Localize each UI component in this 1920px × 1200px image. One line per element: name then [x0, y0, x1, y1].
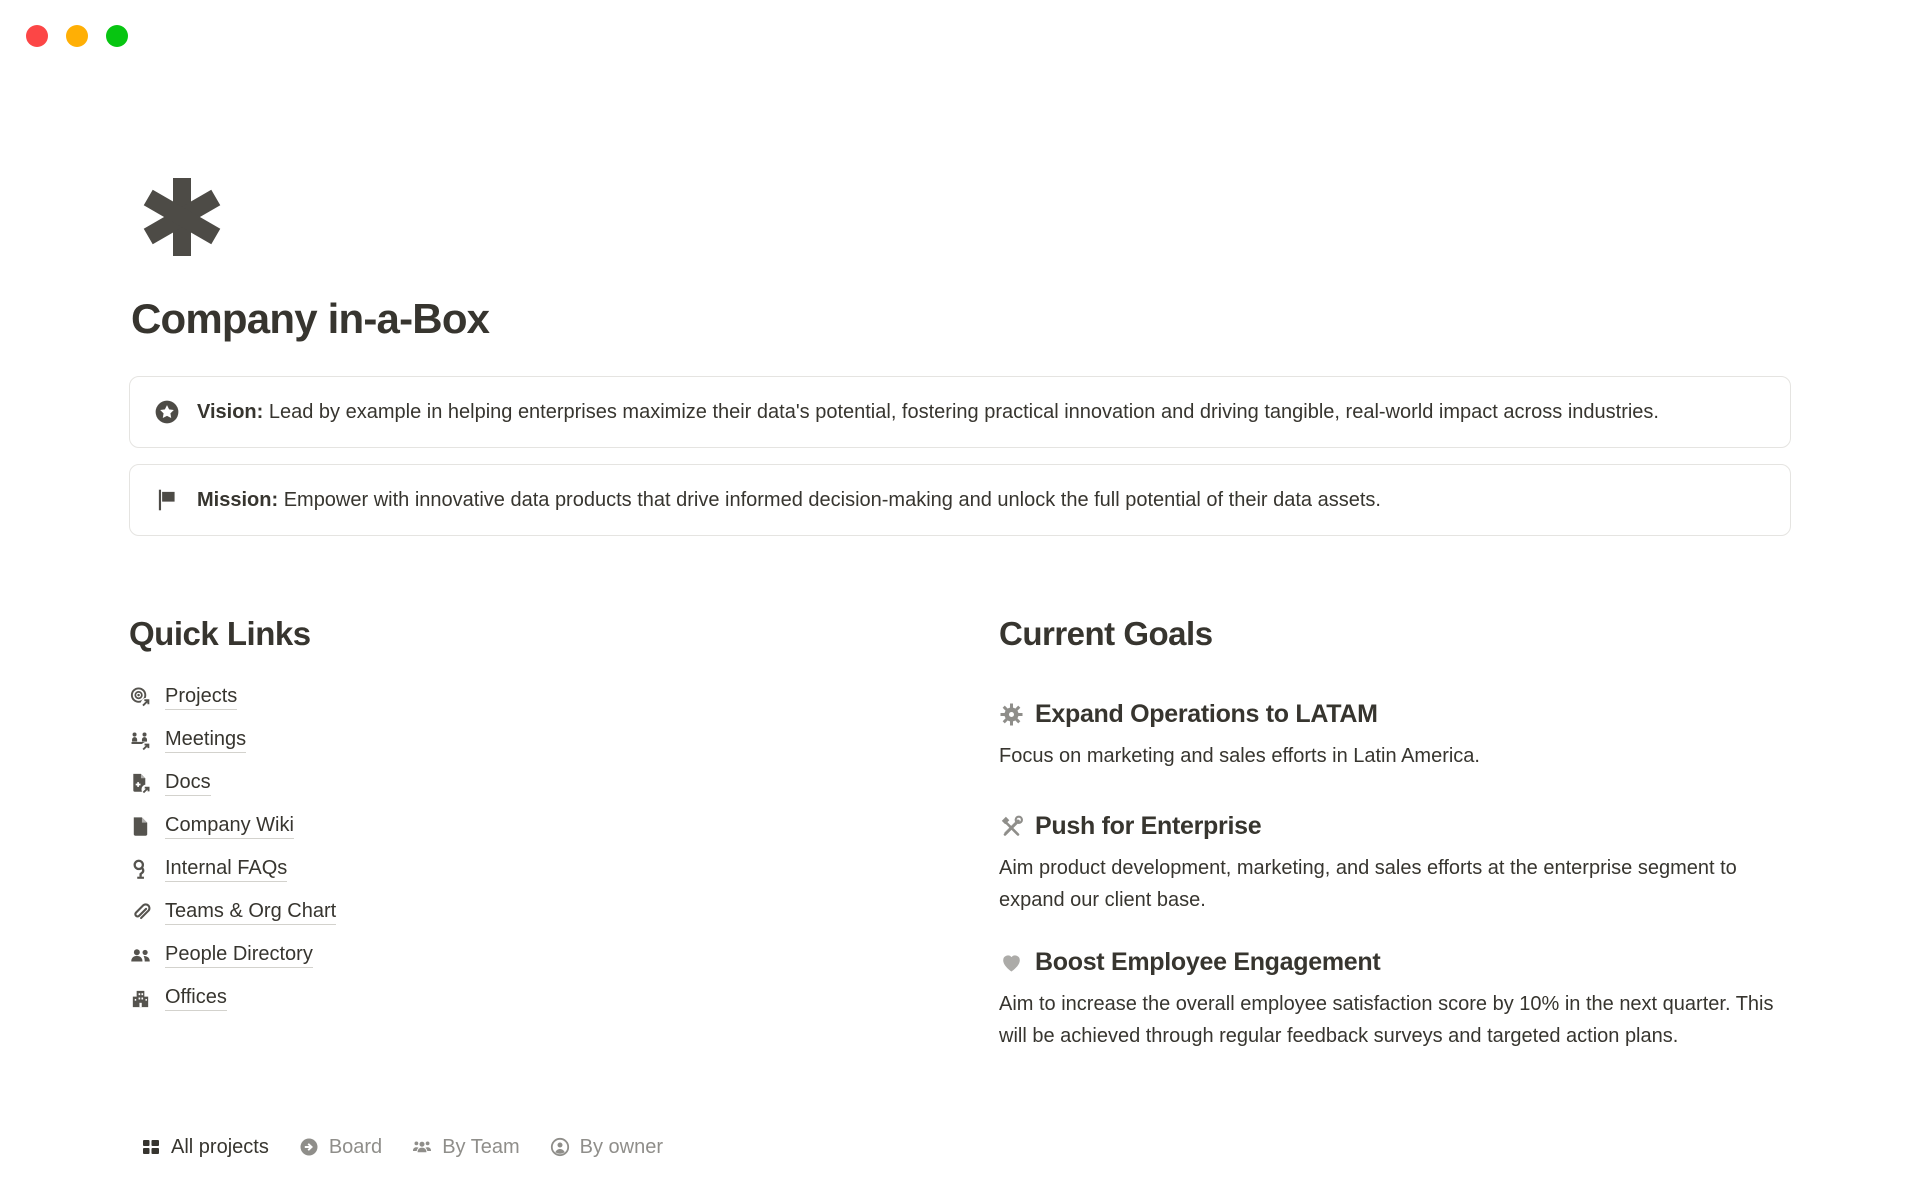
people-icon [129, 944, 152, 967]
tab-label: By Team [442, 1135, 520, 1158]
target-arrow-icon [129, 686, 152, 709]
goal-title [999, 810, 1787, 843]
window-close-button[interactable] [26, 25, 48, 47]
mission-text: Empower with innovative data products that drive informed decision-making and unlock the full potential of their data assets. [283, 489, 1381, 512]
quick-links-heading: Quick Links [129, 615, 311, 653]
notion-page [129, 0, 1791, 1163]
table-grid-icon [141, 1137, 161, 1157]
tab-board[interactable] [293, 1132, 388, 1163]
goal-description: Focus on marketing and sales efforts in Latin America. [999, 744, 1480, 767]
goal-title-text: Boost Employee Engagement [1035, 947, 1381, 976]
gray-heart-icon [999, 950, 1024, 975]
link-label: Meetings [165, 728, 246, 753]
goal-title-text: Expand Operations to LATAM [1035, 699, 1378, 728]
link-projects[interactable] [129, 676, 961, 719]
star-circle-icon [154, 399, 180, 425]
link-label: Projects [165, 685, 237, 710]
tab-by-owner[interactable] [544, 1132, 669, 1163]
link-docs[interactable] [129, 762, 961, 805]
link-label: Offices [165, 986, 227, 1011]
goal-expand-latam [999, 698, 1787, 772]
link-meetings[interactable] [129, 719, 961, 762]
question-person-icon [129, 858, 152, 881]
mission-label: Mission: [197, 489, 279, 512]
goal-description: Aim to increase the overall employee satisfaction score by 10% in the next quarter. This will be achieved through regular feedback surveys and targeted action plans. [999, 992, 1774, 1047]
goal-title [999, 698, 1787, 731]
quick-links-list [129, 676, 961, 1020]
quick-links-column [129, 536, 961, 1020]
link-offices[interactable] [129, 977, 961, 1020]
current-goals-column [999, 536, 1787, 1052]
gear-icon [999, 702, 1024, 727]
window-minimize-button[interactable] [66, 25, 88, 47]
vision-label: Vision: [197, 401, 264, 424]
meeting-arrow-icon [129, 729, 152, 752]
flag-icon [154, 487, 180, 513]
link-teams-org-chart[interactable] [129, 891, 961, 934]
tab-label: All projects [171, 1135, 269, 1158]
link-label: People Directory [165, 943, 313, 968]
current-goals-heading: Current Goals [999, 615, 1213, 653]
link-label: Docs [165, 771, 211, 796]
goal-title [999, 946, 1787, 979]
page-icon [129, 815, 152, 838]
two-column-layout [129, 536, 1791, 1052]
hammer-wrench-icon [999, 814, 1024, 839]
paperclip-icon [129, 901, 152, 924]
link-label: Teams & Org Chart [165, 900, 336, 925]
database-view-tabs [135, 1132, 1791, 1163]
vision-callout [129, 376, 1791, 448]
vision-statement [197, 396, 1659, 428]
mission-statement [197, 484, 1381, 516]
tab-label: By owner [579, 1135, 664, 1158]
link-label: Internal FAQs [165, 857, 287, 882]
building-icon [129, 987, 152, 1010]
window-controls [26, 25, 128, 47]
tab-label: Board [328, 1135, 383, 1158]
link-people-directory[interactable] [129, 934, 961, 977]
asterisk-icon[interactable] [143, 178, 221, 256]
person-circle-icon [550, 1137, 570, 1157]
mission-callout [129, 464, 1791, 536]
vision-text: Lead by example in helping enterprises maximize their data's potential, fostering practical innovation and driving tangible, real-world impact across industries. [268, 401, 1659, 424]
tab-by-team[interactable] [406, 1132, 525, 1163]
goal-title-text: Push for Enterprise [1035, 811, 1262, 840]
goal-boost-engagement [999, 946, 1787, 1052]
goal-push-enterprise [999, 810, 1787, 916]
document-plus-arrow-icon [129, 772, 152, 795]
team-icon [412, 1137, 432, 1157]
board-circle-arrow-icon [299, 1137, 319, 1157]
window-zoom-button[interactable] [106, 25, 128, 47]
link-company-wiki[interactable] [129, 805, 961, 848]
link-label: Company Wiki [165, 814, 294, 839]
link-internal-faqs[interactable] [129, 848, 961, 891]
goal-description: Aim product development, marketing, and sales efforts at the enterprise segment to expand our client base. [999, 856, 1737, 911]
page-title[interactable]: Company in-a-Box [131, 295, 490, 342]
tab-all-projects[interactable] [135, 1132, 275, 1163]
